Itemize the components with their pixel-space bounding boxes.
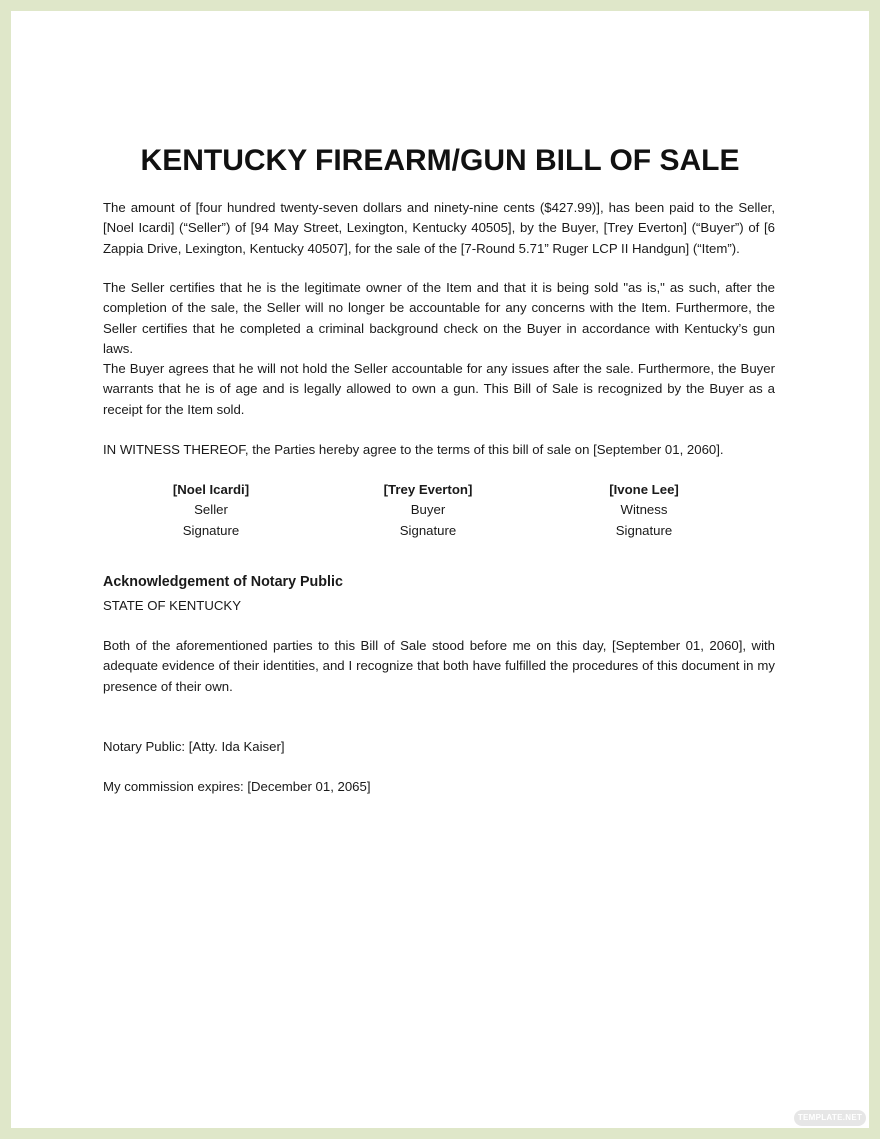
witness-name: [Ivone Lee] xyxy=(609,482,679,497)
witness-paragraph: IN WITNESS THEREOF, the Parties hereby agree to the terms of this bill of sale on [September 01, 2060]. xyxy=(103,442,724,457)
buyer-signature-label: Signature xyxy=(399,522,457,538)
witness-signature-block xyxy=(559,480,729,541)
template-watermark: TEMPLATE.NET xyxy=(794,1110,866,1126)
notary-state: STATE OF KENTUCKY xyxy=(103,598,241,613)
document-page xyxy=(11,11,869,1128)
document-title: KENTUCKY FIREARM/GUN BILL OF SALE xyxy=(140,144,740,177)
buyer-signature-block xyxy=(343,480,513,541)
seller-signature-block xyxy=(126,480,296,541)
buyer-role: Buyer xyxy=(410,502,446,518)
notary-heading: Acknowledgement of Notary Public xyxy=(103,574,343,590)
commission-expiry-line: My commission expires: [December 01, 2065] xyxy=(103,779,371,794)
seller-signature-label: Signature xyxy=(182,522,240,538)
seller-role: Seller xyxy=(194,502,228,518)
seller-name: [Noel Icardi] xyxy=(172,482,250,497)
buyer-agreement-paragraph: The Buyer agrees that he will not hold the Seller accountable for any issues after the sale. Furthermore, the Buyer warrants that he is of age and is legally allowed to own a gun. This Bill of Sale is recognized by the Buyer as a receipt for the Item sold. xyxy=(103,361,775,417)
notary-paragraph: Both of the aforementioned parties to this Bill of Sale stood before me on this day, [September 01, 2060], with adequate evidence of their identities, and I recognize that both have fulfilled the procedures of this document in my presence of their own. xyxy=(103,638,775,694)
witness-role: Witness xyxy=(620,502,668,518)
payment-paragraph: The amount of [four hundred twenty-seven dollars and ninety-nine cents ($427.99)], has been paid to the Seller, [Noel Icardi] (“Seller”) of [94 May Street, Lexington, Kentucky 40505], by the Buyer, [Trey Everton] (“Buyer”) of [6 Zappia Drive, Lexington, Kentucky 40507], for the sale of the [7-Round 5.71” Ruger LCP II Handgun] (“Item”). xyxy=(103,200,775,256)
buyer-name: [Trey Everton] xyxy=(383,482,473,497)
witness-signature-label: Signature xyxy=(615,522,673,538)
notary-public-line: Notary Public: [Atty. Ida Kaiser] xyxy=(103,739,285,754)
seller-certification-paragraph: The Seller certifies that he is the legitimate owner of the Item and that it is being sold "as is," as such, after the completion of the sale, the Seller will no longer be accountable for any concerns with the Item. Furthermore, the Seller certifies that he completed a criminal background check on the Buyer in accordance with Kentucky’s gun laws. xyxy=(103,280,775,356)
